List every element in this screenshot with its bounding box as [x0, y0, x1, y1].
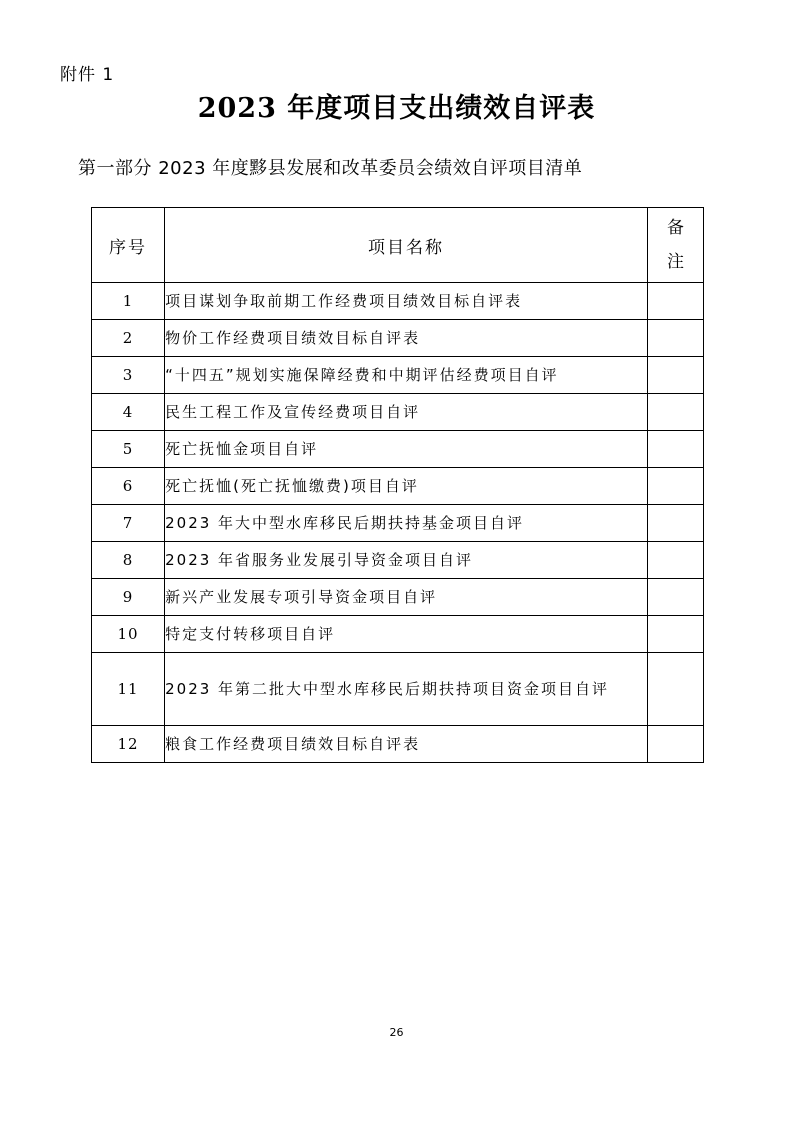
row-project-name: 项目谋划争取前期工作经费项目绩效目标自评表: [165, 283, 648, 320]
row-serial-number: 2: [92, 320, 165, 357]
row-project-name: 粮食工作经费项目绩效目标自评表: [165, 726, 648, 763]
row-remarks: [647, 505, 703, 542]
row-serial-number: 4: [92, 394, 165, 431]
section-title: 第一部分 2023 年度黟县发展和改革委员会绩效自评项目清单: [78, 158, 583, 179]
row-remarks: [647, 394, 703, 431]
table-row: [92, 653, 704, 726]
row-serial-number: 8: [92, 542, 165, 579]
row-remarks: [647, 431, 703, 468]
table-header-row: [92, 208, 704, 283]
row-remarks: [647, 616, 703, 653]
table-row: [92, 431, 704, 468]
page-number: 26: [389, 1026, 404, 1039]
row-serial-number: 9: [92, 579, 165, 616]
table-row: [92, 468, 704, 505]
row-remarks: [647, 542, 703, 579]
row-project-name: “十四五”规划实施保障经费和中期评估经费项目自评: [165, 357, 648, 394]
table-row: [92, 616, 704, 653]
table-row: [92, 579, 704, 616]
row-serial-number: 11: [92, 653, 165, 726]
header-remarks: [647, 208, 703, 283]
row-project-name: 死亡抚恤(死亡抚恤缴费)项目自评: [165, 468, 648, 505]
row-remarks: [647, 357, 703, 394]
row-project-name: 特定支付转移项目自评: [165, 616, 648, 653]
row-project-name: 新兴产业发展专项引导资金项目自评: [165, 579, 648, 616]
table-row: [92, 320, 704, 357]
document-title: 2023 年度项目支出绩效自评表: [197, 93, 596, 124]
row-remarks: [647, 468, 703, 505]
row-project-name: 死亡抚恤金项目自评: [165, 431, 648, 468]
header-remarks-char-1: 备: [666, 218, 684, 238]
row-remarks: [647, 283, 703, 320]
row-remarks: [647, 726, 703, 763]
row-project-name: 2023 年省服务业发展引导资金项目自评: [165, 542, 648, 579]
project-list-table: [91, 207, 704, 763]
table-row: [92, 394, 704, 431]
row-project-name: 物价工作经费项目绩效目标自评表: [165, 320, 648, 357]
row-serial-number: 7: [92, 505, 165, 542]
row-remarks: [647, 320, 703, 357]
table-row: [92, 357, 704, 394]
header-project-name: 项目名称: [165, 208, 648, 283]
row-serial-number: 12: [92, 726, 165, 763]
table-row: [92, 505, 704, 542]
attachment-label: 附件 1: [60, 65, 115, 85]
row-serial-number: 5: [92, 431, 165, 468]
table-row: [92, 542, 704, 579]
table-row: [92, 283, 704, 320]
row-project-name: 民生工程工作及宣传经费项目自评: [165, 394, 648, 431]
row-serial-number: 3: [92, 357, 165, 394]
row-serial-number: 10: [92, 616, 165, 653]
row-project-name: 2023 年第二批大中型水库移民后期扶持项目资金项目自评: [165, 653, 648, 726]
row-serial-number: 1: [92, 283, 165, 320]
header-remarks-char-2: 注: [666, 252, 684, 272]
row-serial-number: 6: [92, 468, 165, 505]
row-project-name: 2023 年大中型水库移民后期扶持基金项目自评: [165, 505, 648, 542]
row-remarks: [647, 653, 703, 726]
table-row: [92, 726, 704, 763]
row-remarks: [647, 579, 703, 616]
header-serial-number: 序号: [92, 208, 165, 283]
